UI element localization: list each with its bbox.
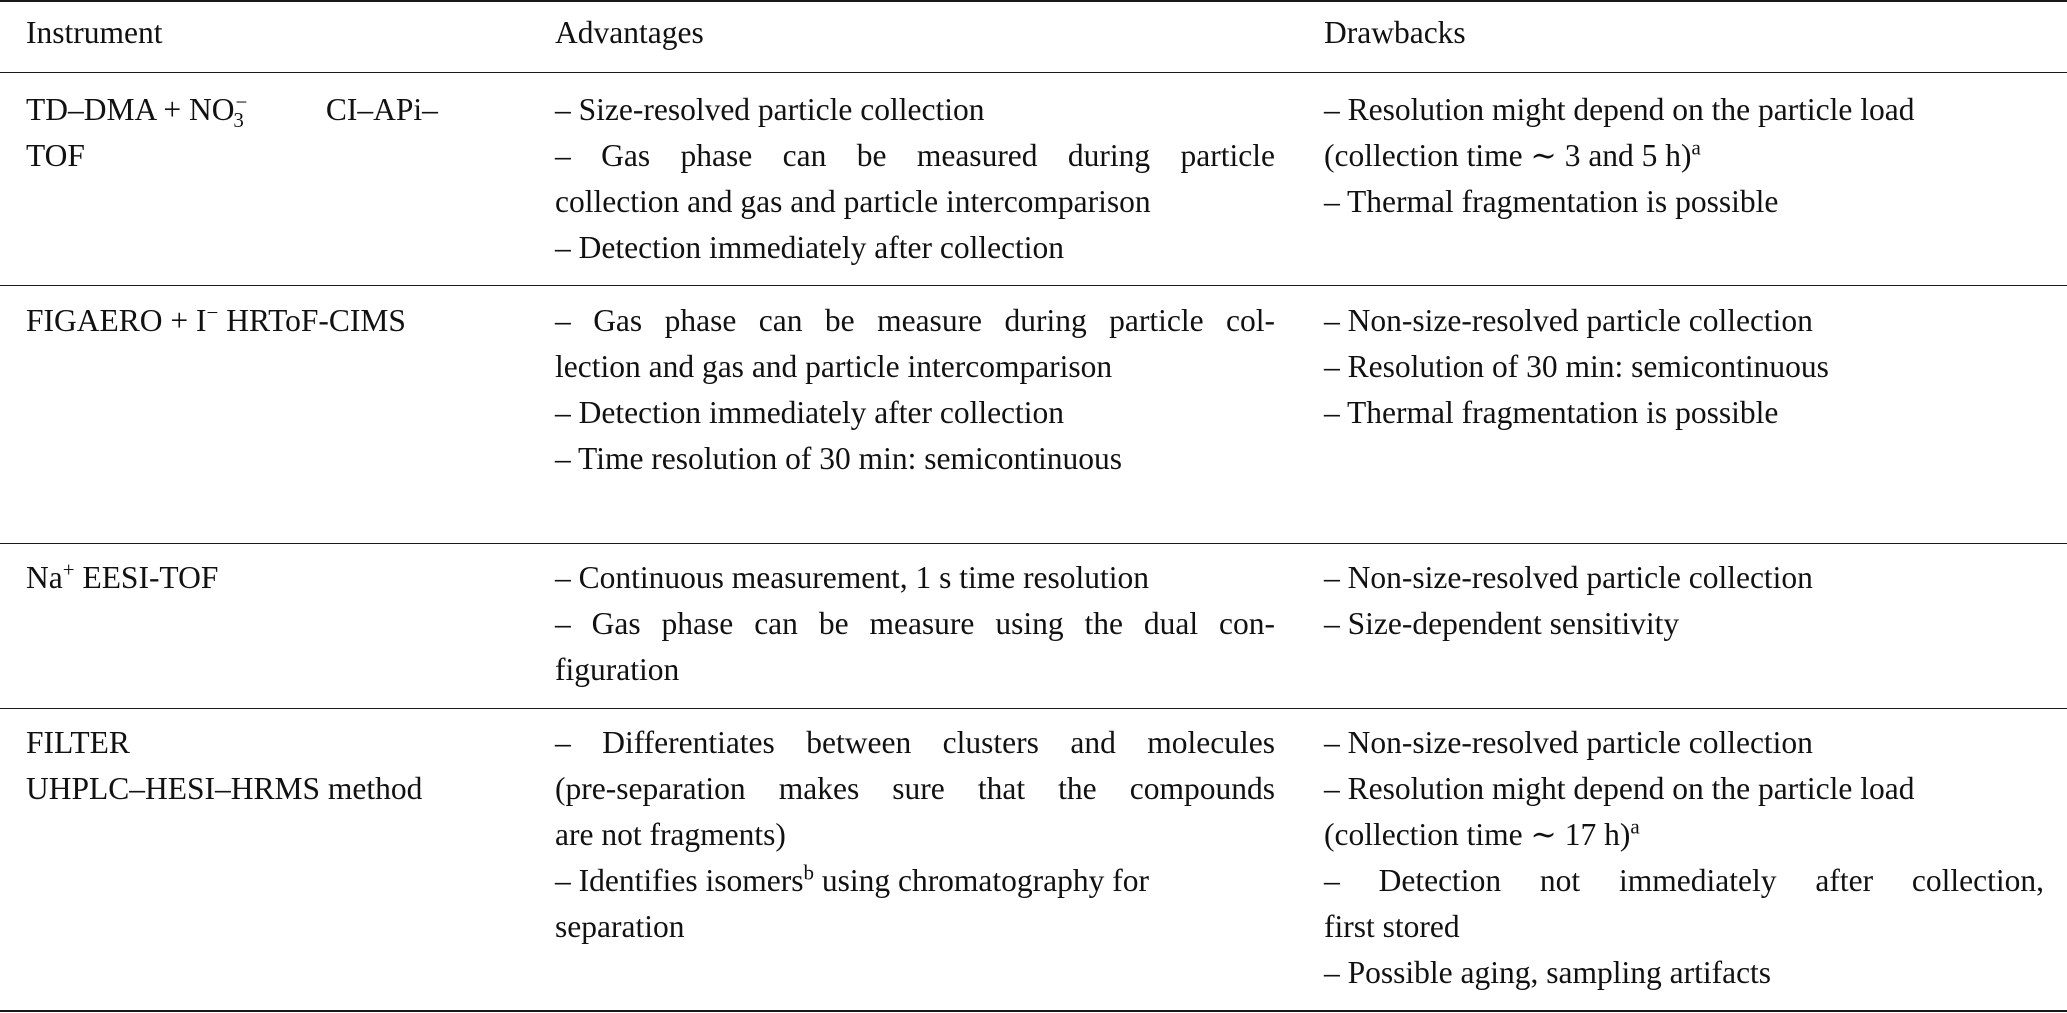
list-item: – Continuous measurement, 1 s time resolution xyxy=(555,560,1150,595)
list-item: – Detection immediately after collection xyxy=(555,395,1065,430)
list-item: – Gas phase can be measured during particle xyxy=(555,138,1275,173)
table-row xyxy=(26,298,526,344)
advantages-cell xyxy=(555,298,1275,482)
list-item: – Resolution might depend on the particle load xyxy=(1324,92,1915,127)
list-item-text: – Identifies isomers xyxy=(555,863,804,898)
instrument-name xyxy=(26,87,526,133)
list-item: first stored xyxy=(1324,909,1460,944)
table-row xyxy=(26,555,526,601)
list-item: – Possible aging, sampling artifacts xyxy=(1324,955,1772,990)
list-item: – Resolution of 30 min: semicontinuous xyxy=(1324,349,1829,384)
footnote-mark: b xyxy=(803,860,814,885)
list-item: – Non-size-resolved particle collection xyxy=(1324,725,1813,760)
table-bottom-rule xyxy=(0,1010,2067,1012)
list-item: – Detection not immediately after collection, xyxy=(1324,863,2044,898)
table-row xyxy=(26,87,526,179)
list-item: – Thermal fragmentation is possible xyxy=(1324,184,1779,219)
instrument-name-cont: UHPLC–HESI–HRMS method xyxy=(26,771,423,806)
table-top-rule xyxy=(0,0,2067,2)
instrument-sub: 3 xyxy=(233,108,244,133)
list-item: – Non-size-resolved particle collection xyxy=(1324,560,1813,595)
instrument-sup: − xyxy=(206,300,219,325)
list-item-text: (collection time ∼ 3 and 5 h) xyxy=(1324,138,1692,173)
instrument-part: TD–DMA + NO xyxy=(26,92,235,127)
list-item: – Size-resolved particle collection xyxy=(555,92,985,127)
header-advantages xyxy=(555,10,1275,56)
instrument-sup: − xyxy=(235,89,248,114)
row-divider xyxy=(0,708,2067,709)
list-item: – Differentiates between clusters and molecules xyxy=(555,725,1275,760)
list-item: are not fragments) xyxy=(555,817,786,852)
instrument-part: Na xyxy=(26,560,63,595)
row-divider xyxy=(0,285,2067,286)
instrument-part: FIGAERO + I xyxy=(26,303,207,338)
list-item: – Size-dependent sensitivity xyxy=(1324,606,1680,641)
list-item: – Resolution might depend on the particle load xyxy=(1324,771,1915,806)
list-item xyxy=(1324,133,2044,179)
list-item: (pre-separation makes sure that the compounds xyxy=(555,771,1275,806)
list-item: collection and gas and particle intercomparison xyxy=(555,184,1151,219)
list-item: separation xyxy=(555,909,685,944)
header-drawbacks xyxy=(1324,10,2044,56)
header-instrument-label: Instrument xyxy=(26,15,163,50)
list-item: lection and gas and particle intercomparison xyxy=(555,349,1113,384)
list-item xyxy=(1324,812,2044,858)
list-item: – Gas phase can be measure during particle col- xyxy=(555,303,1275,338)
instrument-part: CI–APi– xyxy=(325,92,438,127)
footnote-mark: a xyxy=(1630,814,1640,839)
advantages-cell xyxy=(555,720,1275,950)
advantages-cell xyxy=(555,555,1275,693)
header-advantages-label: Advantages xyxy=(555,15,704,50)
drawbacks-cell xyxy=(1324,720,2044,996)
drawbacks-cell xyxy=(1324,298,2044,436)
instrument-part: EESI-TOF xyxy=(74,560,219,595)
list-item xyxy=(555,858,1275,904)
row-divider xyxy=(0,543,2067,544)
table-row xyxy=(26,720,526,812)
list-item-text: using chromatography for xyxy=(813,863,1149,898)
instrument-name xyxy=(26,298,526,344)
list-item: – Detection immediately after collection xyxy=(555,230,1065,265)
instrument-name xyxy=(26,555,526,601)
list-item: – Thermal fragmentation is possible xyxy=(1324,395,1779,430)
drawbacks-cell xyxy=(1324,87,2044,225)
drawbacks-cell xyxy=(1324,555,2044,647)
advantages-cell xyxy=(555,87,1275,271)
header-instrument xyxy=(26,10,526,56)
instrument-sup: + xyxy=(62,557,75,582)
footnote-mark: a xyxy=(1691,135,1701,160)
list-item: – Time resolution of 30 min: semicontinuous xyxy=(555,441,1123,476)
instrument-part: HRToF-CIMS xyxy=(218,303,406,338)
list-item: figuration xyxy=(555,652,680,687)
instrument-name-cont: TOF xyxy=(26,138,85,173)
instrument-name: FILTER xyxy=(26,725,130,760)
header-rule xyxy=(0,72,2067,73)
header-drawbacks-label: Drawbacks xyxy=(1324,15,1466,50)
list-item: – Non-size-resolved particle collection xyxy=(1324,303,1813,338)
list-item-text: (collection time ∼ 17 h) xyxy=(1324,817,1631,852)
list-item: – Gas phase can be measure using the dual con- xyxy=(555,606,1275,641)
